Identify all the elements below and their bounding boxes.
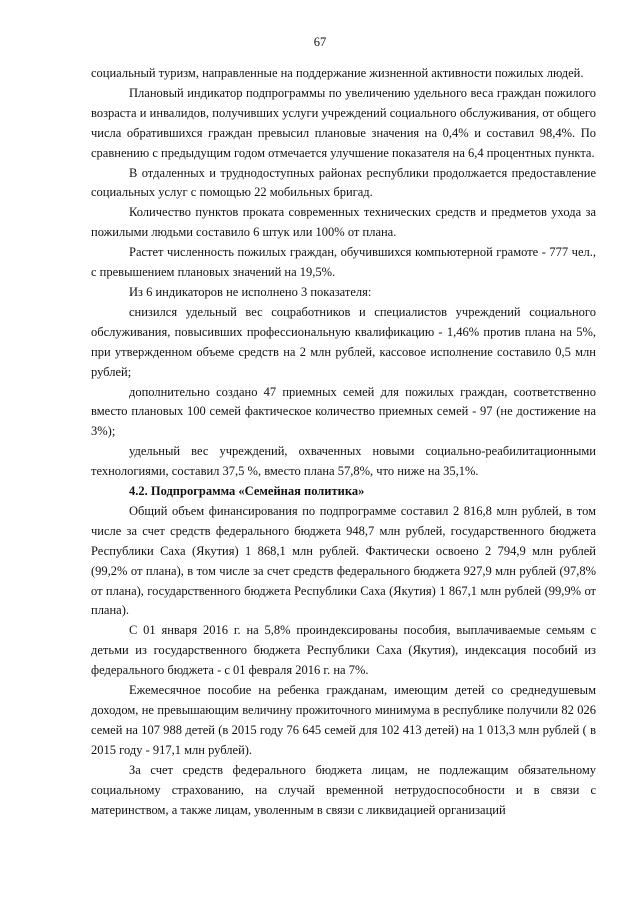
paragraph: С 01 января 2016 г. на 5,8% проиндексированы пособия, выплачиваемые семьям с детьми из государственного бюджета Республики Саха (Якутия), индексация пособий из федерального бюджета - с 01 февраля 2016 г. на 7%. <box>91 623 596 678</box>
paragraph: Количество пунктов проката современных технических средств и предметов ухода за пожилыми людьми составило 6 штук или 100% от плана. <box>91 205 596 240</box>
paragraph: В отдаленных и труднодоступных районах республики продолжается предоставление социальных услуг с помощью 22 мобильных бригад. <box>91 165 596 200</box>
list-item: снизился удельный вес соцработников и специалистов учреждений социального обслуживания, повысивших профессиональную квалификацию - 1,46% против плана на 5%, при утвержденном объеме средств на 2 млн рублей, кассовое исполнение составило 0,5 млн рублей; <box>91 304 596 379</box>
list-item: дополнительно создано 47 приемных семей для пожилых граждан, соответственно вместо плановых 100 семей фактическое количество приемных семей - 97 (не достижение на 3%); <box>91 384 596 439</box>
paragraph: Из 6 индикаторов не исполнено 3 показателя: <box>129 284 372 299</box>
paragraph: За счет средств федерального бюджета лицам, не подлежащим обязательному социальному страхованию, на случай временной нетрудоспособности и в связи с материнством, а также лицам, уволенным в связи с ликвидацией организаций <box>91 762 596 817</box>
paragraph: Плановый индикатор подпрограммы по увеличению удельного веса граждан пожилого возраста и инвалидов, получивших услуги учреждений социального обслуживания, от общего числа обратившихся граждан превысил плановые значения на 0,4% и составил 98,4%. По сравнению с предыдущим годом отмечается улучшение показателя на 6,4 процентных пункта. <box>91 85 596 160</box>
paragraph: Общий объем финансирования по подпрограмме составил 2 816,8 млн рублей, в том числе за счет средств федерального бюджета 948,7 млн рублей, государственного бюджета Республики Саха (Якутия) 1 868,1 млн рублей. Фактически освоено 2 794,9 млн рублей (99,2% от плана), в том числе за счет средств федерального бюджета 927,9 млн рублей (97,8% от плана), государственного бюджета Республики Саха (Якутия) 1 867,1 млн рублей (99,9% от плана). <box>91 503 596 618</box>
paragraph: Ежемесячное пособие на ребенка гражданам, имеющим детей со среднедушевым доходом, не превышающим величину прожиточного минимума в республике получили 82 026 семей на 107 988 детей (в 2015 году 76 645 семей для 102 413 детей) на 1 013,3 млн рублей ( в 2015 году - 917,1 млн рублей). <box>91 683 596 757</box>
paragraph: социальный туризм, направленные на поддержание жизненной активности пожилых людей. <box>91 66 584 80</box>
section-heading: 4.2. Подпрограмма «Семейная политика» <box>129 484 365 499</box>
page-content <box>91 64 596 820</box>
list-item: удельный вес учреждений, охваченных новыми социально-реабилитационными технологиями, составил 37,5 %, вместо плана 57,8%, что ниже на 35,1%. <box>91 444 596 479</box>
page-number: 67 <box>313 35 327 49</box>
paragraph: Растет численность пожилых граждан, обучившихся компьютерной грамоте - 777 чел., с превышением плановых значений на 19,5%. <box>91 245 596 280</box>
